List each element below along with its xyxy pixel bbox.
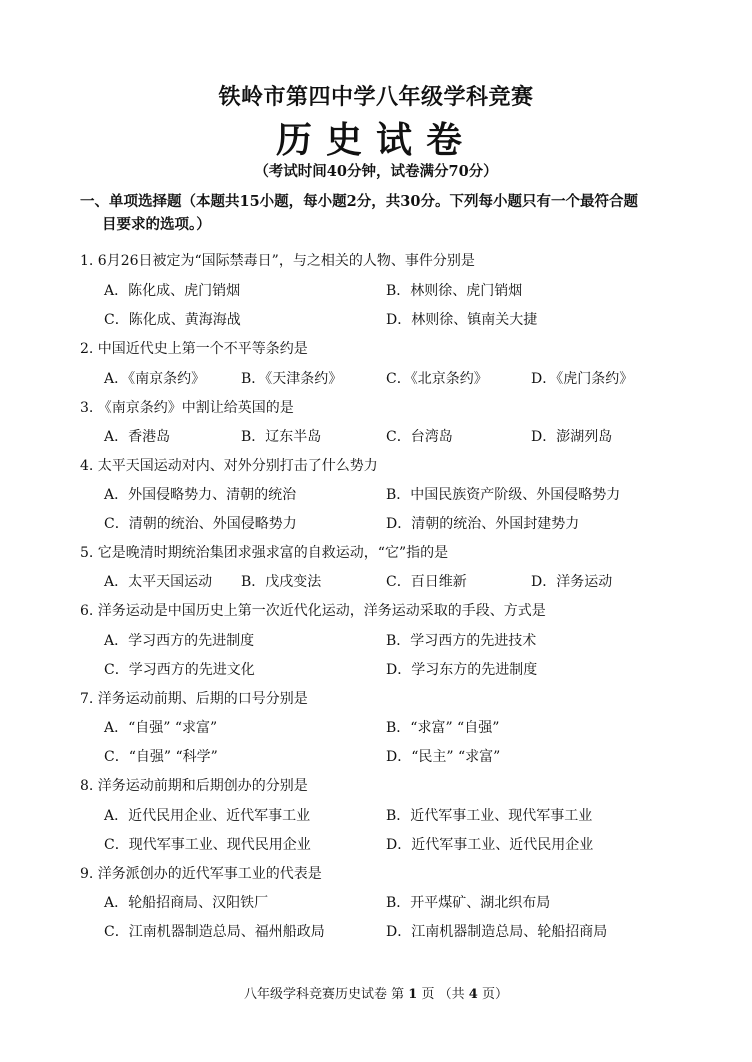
option-b: B．戊戌变法 [241, 574, 322, 590]
exam-note: （考试时间40分钟，试卷满分70分） [254, 163, 498, 180]
option-a: A．太平天国运动 [104, 574, 213, 590]
option-d: D．学习东方的先进制度 [386, 662, 538, 678]
question-stem: 9. 洋务派创办的近代军事工业的代表是 [80, 866, 322, 882]
option-d: D．澎湖列岛 [531, 429, 613, 445]
option-b: B．学习西方的先进技术 [386, 633, 537, 649]
school-title: 铁岭市第四中学八年级学科竞赛 [218, 84, 534, 110]
section-line-1: 一、单项选择题（本题共15小题，每小题2分，共30分。下列每小题只有一个最符合题 [80, 193, 638, 210]
option-c: C．“自强” “科学” [104, 749, 218, 765]
option-d: D．林则徐、镇南关大捷 [386, 312, 538, 328]
question-stem: 4. 太平天国运动对内、对外分别打击了什么势力 [80, 458, 378, 474]
question-stem: 3. 《南京条约》中割让给英国的是 [80, 400, 294, 416]
question-stem: 2. 中国近代史上第一个不平等条约是 [80, 341, 308, 357]
option-b: B．近代军事工业、现代军事工业 [386, 808, 593, 824]
option-a: A．近代民用企业、近代军事工业 [104, 808, 311, 824]
option-a: A．学习西方的先进制度 [104, 633, 255, 649]
option-d: D．清朝的统治、外国封建势力 [386, 516, 580, 532]
option-b: B．开平煤矿、湖北织布局 [386, 895, 551, 911]
option-c: C．台湾岛 [386, 429, 453, 445]
option-b: B．“求富” “自强” [386, 720, 500, 736]
option-a: A．轮船招商局、汉阳铁厂 [104, 895, 269, 911]
option-c: C．现代军事工业、现代民用企业 [104, 837, 311, 853]
option-c: C．清朝的统治、外国侵略势力 [104, 516, 297, 532]
option-c: C．江南机器制造总局、福州船政局 [104, 924, 325, 940]
option-a: A．外国侵略势力、清朝的统治 [104, 487, 297, 503]
total-pages: 4 [468, 987, 478, 1002]
question-stem: 8. 洋务运动前期和后期创办的分别是 [80, 778, 308, 794]
page-number: 1 [408, 987, 418, 1002]
option-d: D．近代军事工业、近代民用企业 [386, 837, 594, 853]
option-c: C．《北京条约》 [386, 371, 488, 387]
option-a: A．陈化成、虎门销烟 [104, 283, 241, 299]
option-a: A．“自强” “求富” [104, 720, 218, 736]
option-b: B．辽东半岛 [241, 429, 322, 445]
option-a: A．《南京条约》 [104, 371, 206, 387]
question-stem: 6. 洋务运动是中国历史上第一次近代化运动，洋务运动采取的手段、方式是 [80, 603, 546, 619]
option-d: D．《虎门条约》 [531, 371, 634, 387]
option-c: C．陈化成、黄海海战 [104, 312, 241, 328]
option-d: D．“民主” “求富” [386, 749, 501, 765]
option-c: C．百日维新 [386, 574, 467, 590]
section-line-2: 目要求的选项。） [102, 216, 211, 233]
exam-title: 历史试卷 [275, 119, 476, 161]
question-stem: 7. 洋务运动前期、后期的口号分别是 [80, 691, 308, 707]
question-stem: 1. 6月26日被定为“国际禁毒日”，与之相关的人物、事件分别是 [80, 253, 475, 269]
footer-prefix: 八年级学科竞赛历史试卷 第 [244, 987, 405, 1002]
footer-suffix: 页） [481, 987, 508, 1002]
option-d: D．洋务运动 [531, 574, 613, 590]
question-stem: 5. 它是晚清时期统治集团求强求富的自救运动，“它”指的是 [80, 545, 449, 561]
option-a: A．香港岛 [104, 429, 171, 445]
option-d: D．江南机器制造总局、轮船招商局 [386, 924, 608, 940]
option-b: B．林则徐、虎门销烟 [386, 283, 523, 299]
option-b: B．中国民族资产阶级、外国侵略势力 [386, 487, 621, 503]
footer-middle: 页 （共 [421, 987, 465, 1002]
option-b: B．《天津条约》 [241, 371, 343, 387]
page-footer [0, 983, 752, 1002]
section-heading [80, 190, 690, 236]
option-c: C．学习西方的先进文化 [104, 662, 255, 678]
